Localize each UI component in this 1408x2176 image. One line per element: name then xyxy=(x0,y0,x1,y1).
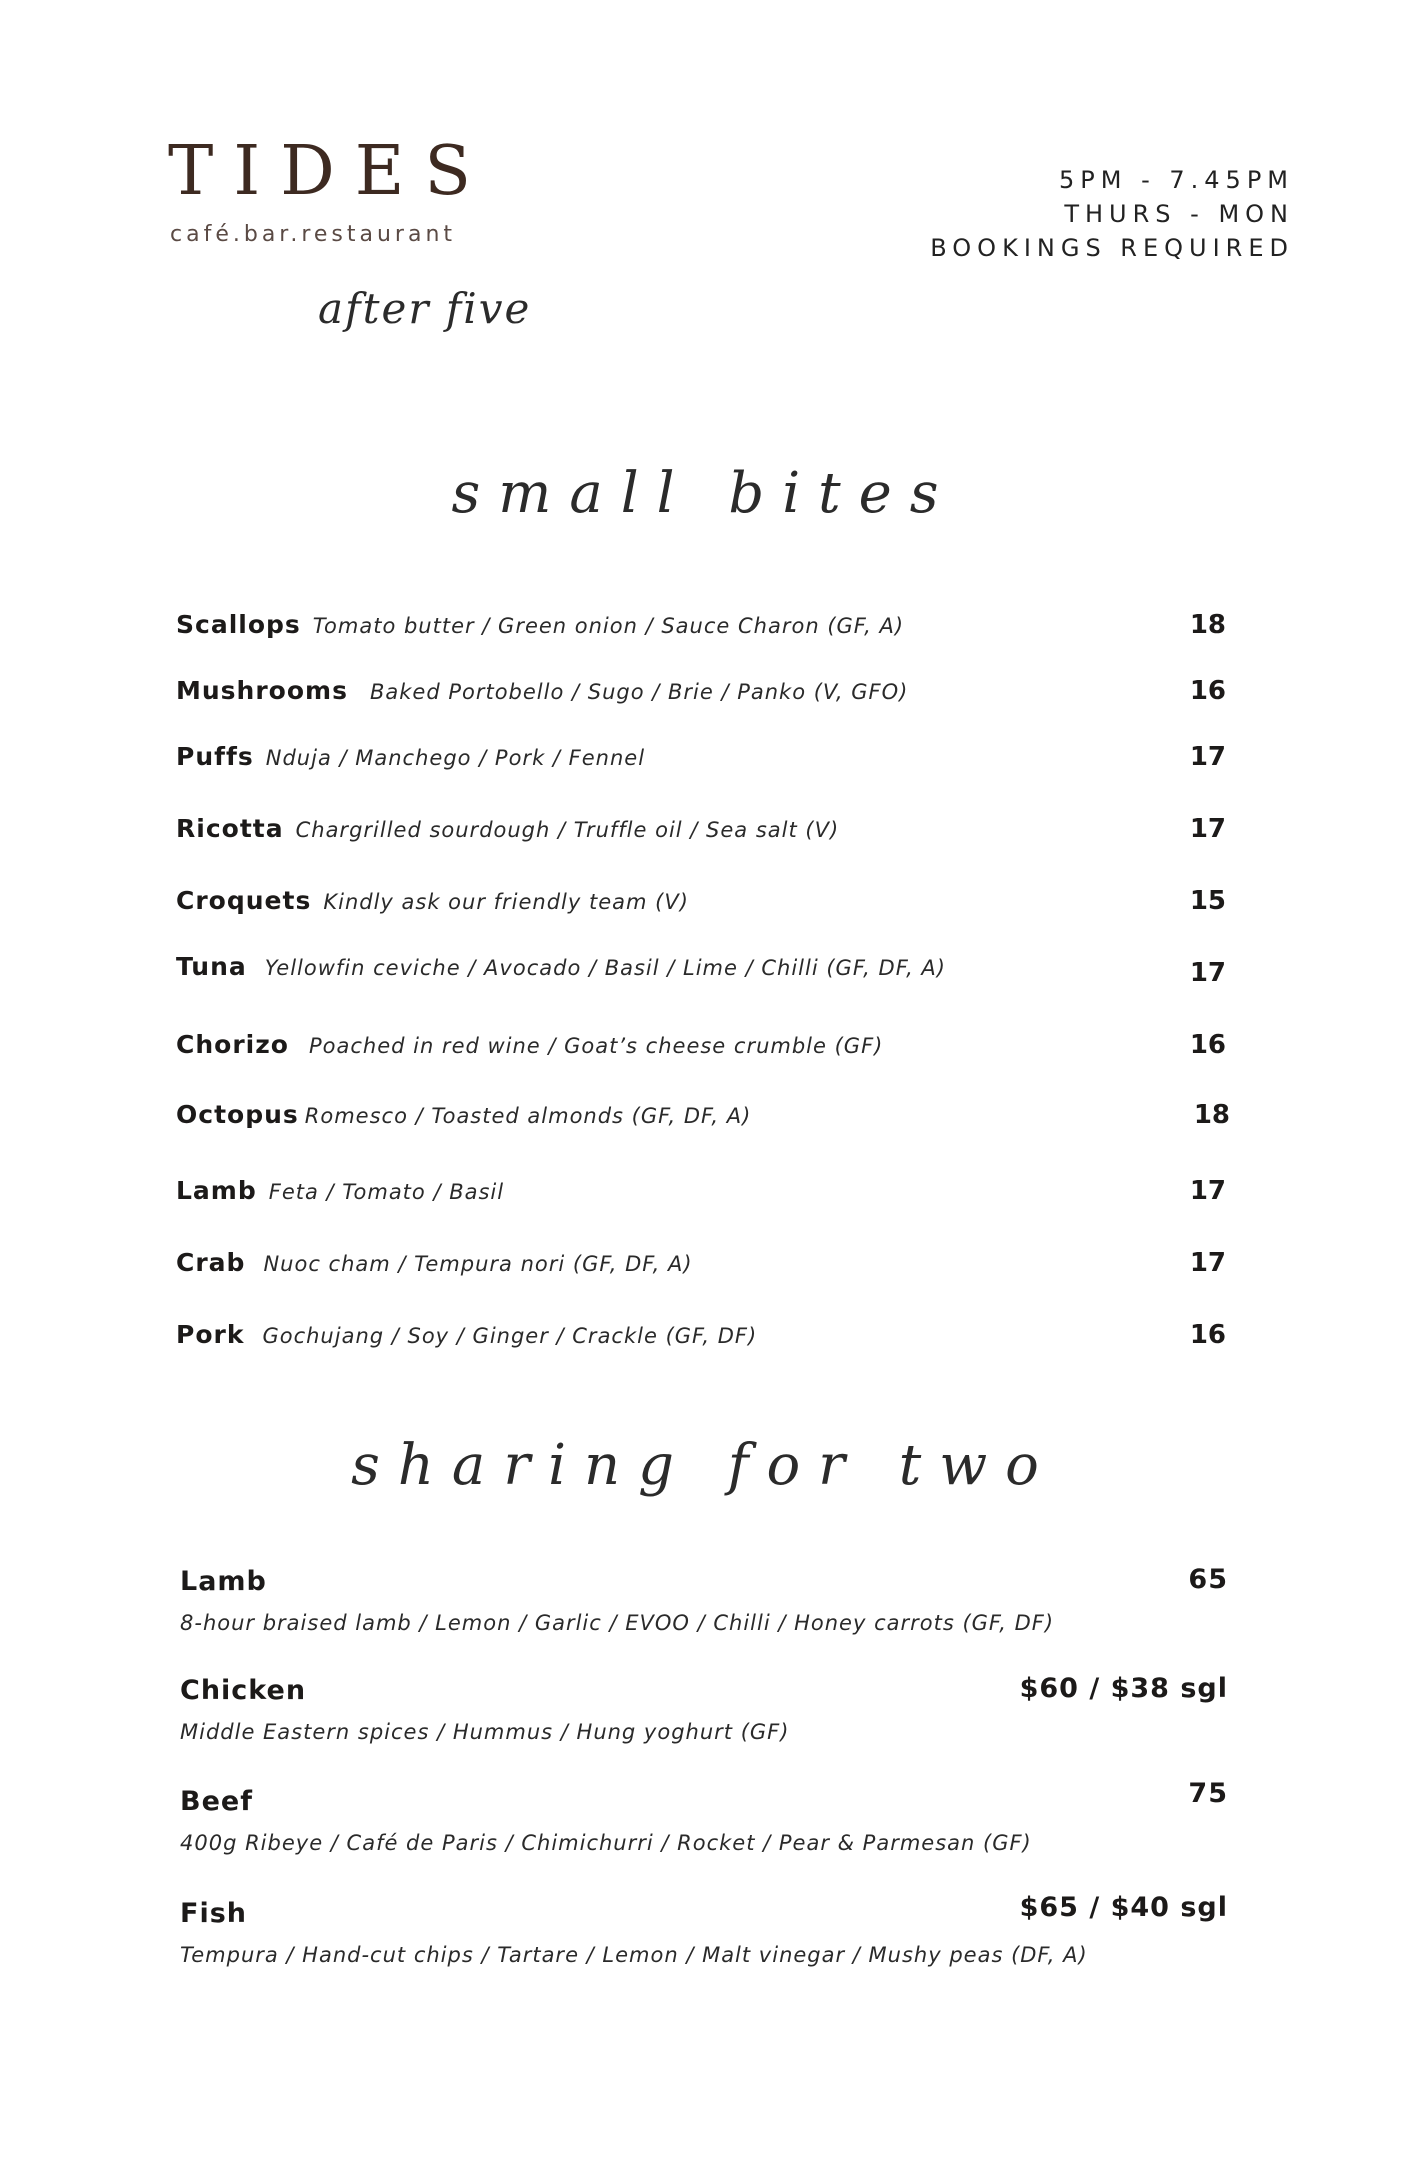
item-description: Tomato butter / Green onion / Sauce Charon (GF, A) xyxy=(312,614,905,638)
item-price: 15 xyxy=(1189,886,1226,916)
item-description: 8-hour braised lamb / Lemon / Garlic / EVOO / Chilli / Honey carrots (GF, DF) xyxy=(180,1611,1055,1635)
menu-item xyxy=(176,1030,1226,1070)
item-description: Nduja / Manchego / Pork / Fennel xyxy=(265,746,646,770)
menu-item xyxy=(176,814,1226,854)
item-price: 65 xyxy=(1188,1564,1228,1595)
item-price: 75 xyxy=(1188,1778,1228,1809)
item-description: Poached in red wine / Goat’s cheese crumble (GF) xyxy=(308,1034,884,1058)
item-name: Chorizo xyxy=(176,1030,289,1059)
item-description: Romesco / Toasted almonds (GF, DF, A) xyxy=(304,1104,752,1128)
item-price: 17 xyxy=(1189,958,1226,988)
item-name: Octopus xyxy=(176,1100,299,1129)
menu-item xyxy=(176,1248,1226,1288)
menu-item xyxy=(176,886,1226,926)
item-description: Yellowfin ceviche / Avocado / Basil / Lime / Chilli (GF, DF, A) xyxy=(264,956,946,980)
item-name: Lamb xyxy=(176,1176,257,1205)
item-price: 17 xyxy=(1189,814,1226,844)
menu-item xyxy=(176,1320,1226,1360)
item-price: 16 xyxy=(1189,1320,1226,1350)
section-title-small-bites: small bites xyxy=(451,461,957,526)
menu-item xyxy=(176,952,1226,992)
sharing-item xyxy=(180,1892,1228,1967)
menu-item xyxy=(176,676,1226,716)
section-title-sharing: sharing for two xyxy=(351,1433,1057,1498)
sharing-item xyxy=(180,1778,1228,1855)
item-price: 16 xyxy=(1189,676,1226,706)
item-name: Scallops xyxy=(176,610,301,639)
item-name: Pork xyxy=(176,1320,245,1349)
item-name: Tuna xyxy=(176,952,247,981)
item-price: $65 / $40 sgl xyxy=(1019,1892,1228,1923)
item-name: Crab xyxy=(176,1248,246,1277)
item-description: Middle Eastern spices / Hummus / Hung yoghurt (GF) xyxy=(180,1720,790,1744)
item-price: 17 xyxy=(1189,742,1226,772)
item-price: 17 xyxy=(1189,1248,1226,1278)
item-description: 400g Ribeye / Café de Paris / Chimichurri / Rocket / Pear & Parmesan (GF) xyxy=(180,1831,1032,1855)
brand-title: TIDES xyxy=(168,132,491,211)
item-description: Tempura / Hand-cut chips / Tartare / Lemon / Malt vinegar / Mushy peas (DF, A) xyxy=(180,1943,1088,1967)
item-price: $60 / $38 sgl xyxy=(1019,1673,1228,1704)
item-name: Lamb xyxy=(180,1566,267,1597)
item-name: Ricotta xyxy=(176,814,284,843)
item-description: Feta / Tomato / Basil xyxy=(268,1180,505,1204)
item-price: 17 xyxy=(1189,1176,1226,1206)
item-price: 18 xyxy=(1189,610,1226,640)
script-subtitle: after five xyxy=(318,284,532,333)
hours-line-days: THURS - MON xyxy=(1064,200,1294,228)
item-description: Gochujang / Soy / Ginger / Crackle (GF, DF) xyxy=(262,1324,758,1348)
item-price: 18 xyxy=(1193,1100,1230,1130)
item-name: Croquets xyxy=(176,886,312,915)
menu-item xyxy=(176,1100,1230,1140)
item-name: Mushrooms xyxy=(176,676,348,705)
menu-item xyxy=(176,1176,1226,1216)
hours-line-time: 5PM - 7.45PM xyxy=(1059,166,1294,194)
sharing-item xyxy=(180,1566,1228,1635)
sharing-item xyxy=(180,1675,1228,1744)
hours-line-bookings: BOOKINGS REQUIRED xyxy=(930,234,1294,262)
item-name: Fish xyxy=(180,1898,247,1929)
item-description: Kindly ask our friendly team (V) xyxy=(323,890,689,914)
menu-item xyxy=(176,742,1226,782)
item-name: Chicken xyxy=(180,1675,307,1706)
item-description: Nuoc cham / Tempura nori (GF, DF, A) xyxy=(263,1252,693,1276)
brand-tagline: café.bar.restaurant xyxy=(170,222,457,247)
item-description: Chargrilled sourdough / Truffle oil / Sea salt (V) xyxy=(295,818,840,842)
item-price: 16 xyxy=(1189,1030,1226,1060)
menu-item xyxy=(176,610,1226,650)
item-name: Beef xyxy=(180,1786,253,1817)
item-description: Baked Portobello / Sugo / Brie / Panko (V, GFO) xyxy=(369,680,909,704)
opening-hours xyxy=(930,163,1294,265)
item-name: Puffs xyxy=(176,742,254,771)
